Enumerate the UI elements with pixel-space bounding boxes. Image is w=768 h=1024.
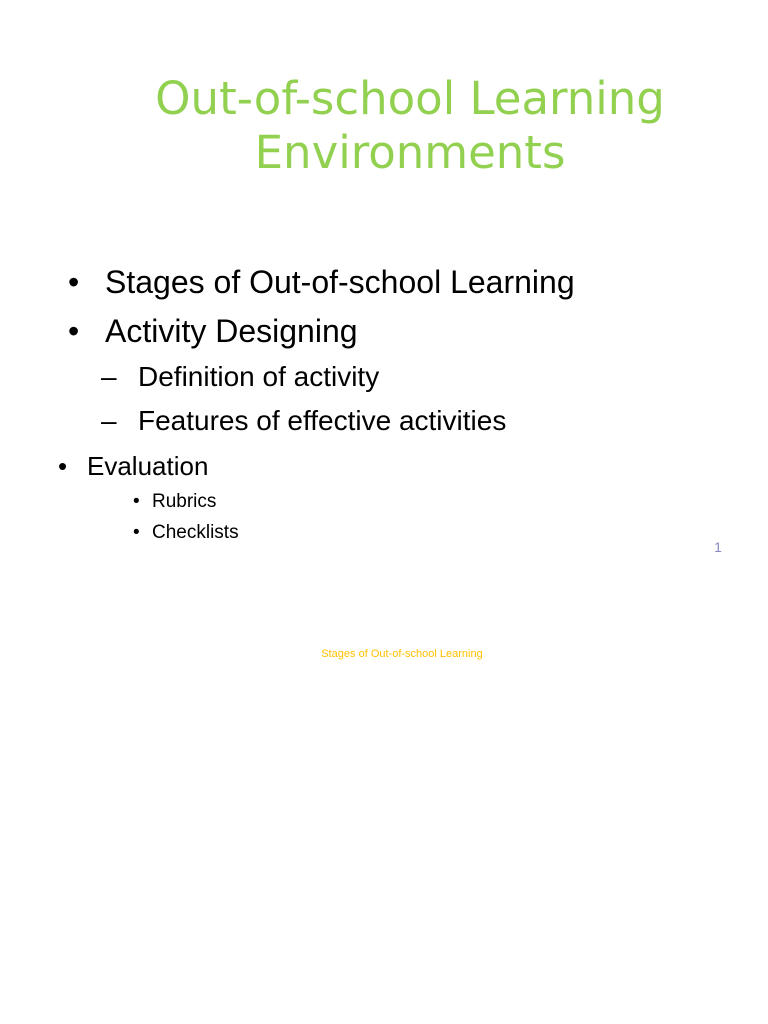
bullet-marker: •: [68, 313, 80, 349]
bullet-marker: •: [133, 491, 140, 512]
page-number: 1: [714, 539, 722, 555]
subbullet-definition: [101, 355, 380, 399]
subbullet-checklists-text: Checklists: [152, 522, 239, 543]
subbullet-rubrics: [133, 487, 217, 517]
subbullet-rubrics-text: Rubrics: [152, 491, 217, 512]
bullet-evaluation: [58, 448, 209, 484]
bullet-activity-text: Activity Designing: [105, 313, 358, 349]
dash-marker: –: [101, 405, 117, 436]
bullet-marker: •: [133, 522, 140, 543]
bullet-stages-text: Stages of Out-of-school Learning: [105, 264, 575, 300]
bullet-evaluation-text: Evaluation: [87, 451, 209, 481]
subbullet-features-text: Features of effective activities: [138, 405, 507, 436]
speaker-notes-text: Stages of Out-of-school Learning: [321, 648, 483, 660]
slide-title: [80, 72, 740, 180]
slide-title-line-2: Environments: [254, 126, 566, 179]
slide-title-line-1: Out-of-school Learning: [155, 72, 665, 125]
bullet-marker: •: [58, 451, 68, 481]
bullet-marker: •: [68, 264, 80, 300]
subbullet-definition-text: Definition of activity: [138, 361, 380, 392]
subbullet-checklists: [133, 518, 239, 548]
bullet-activity: [68, 307, 358, 355]
bullet-stages: [68, 258, 575, 306]
dash-marker: –: [101, 361, 117, 392]
subbullet-features: [101, 399, 507, 443]
